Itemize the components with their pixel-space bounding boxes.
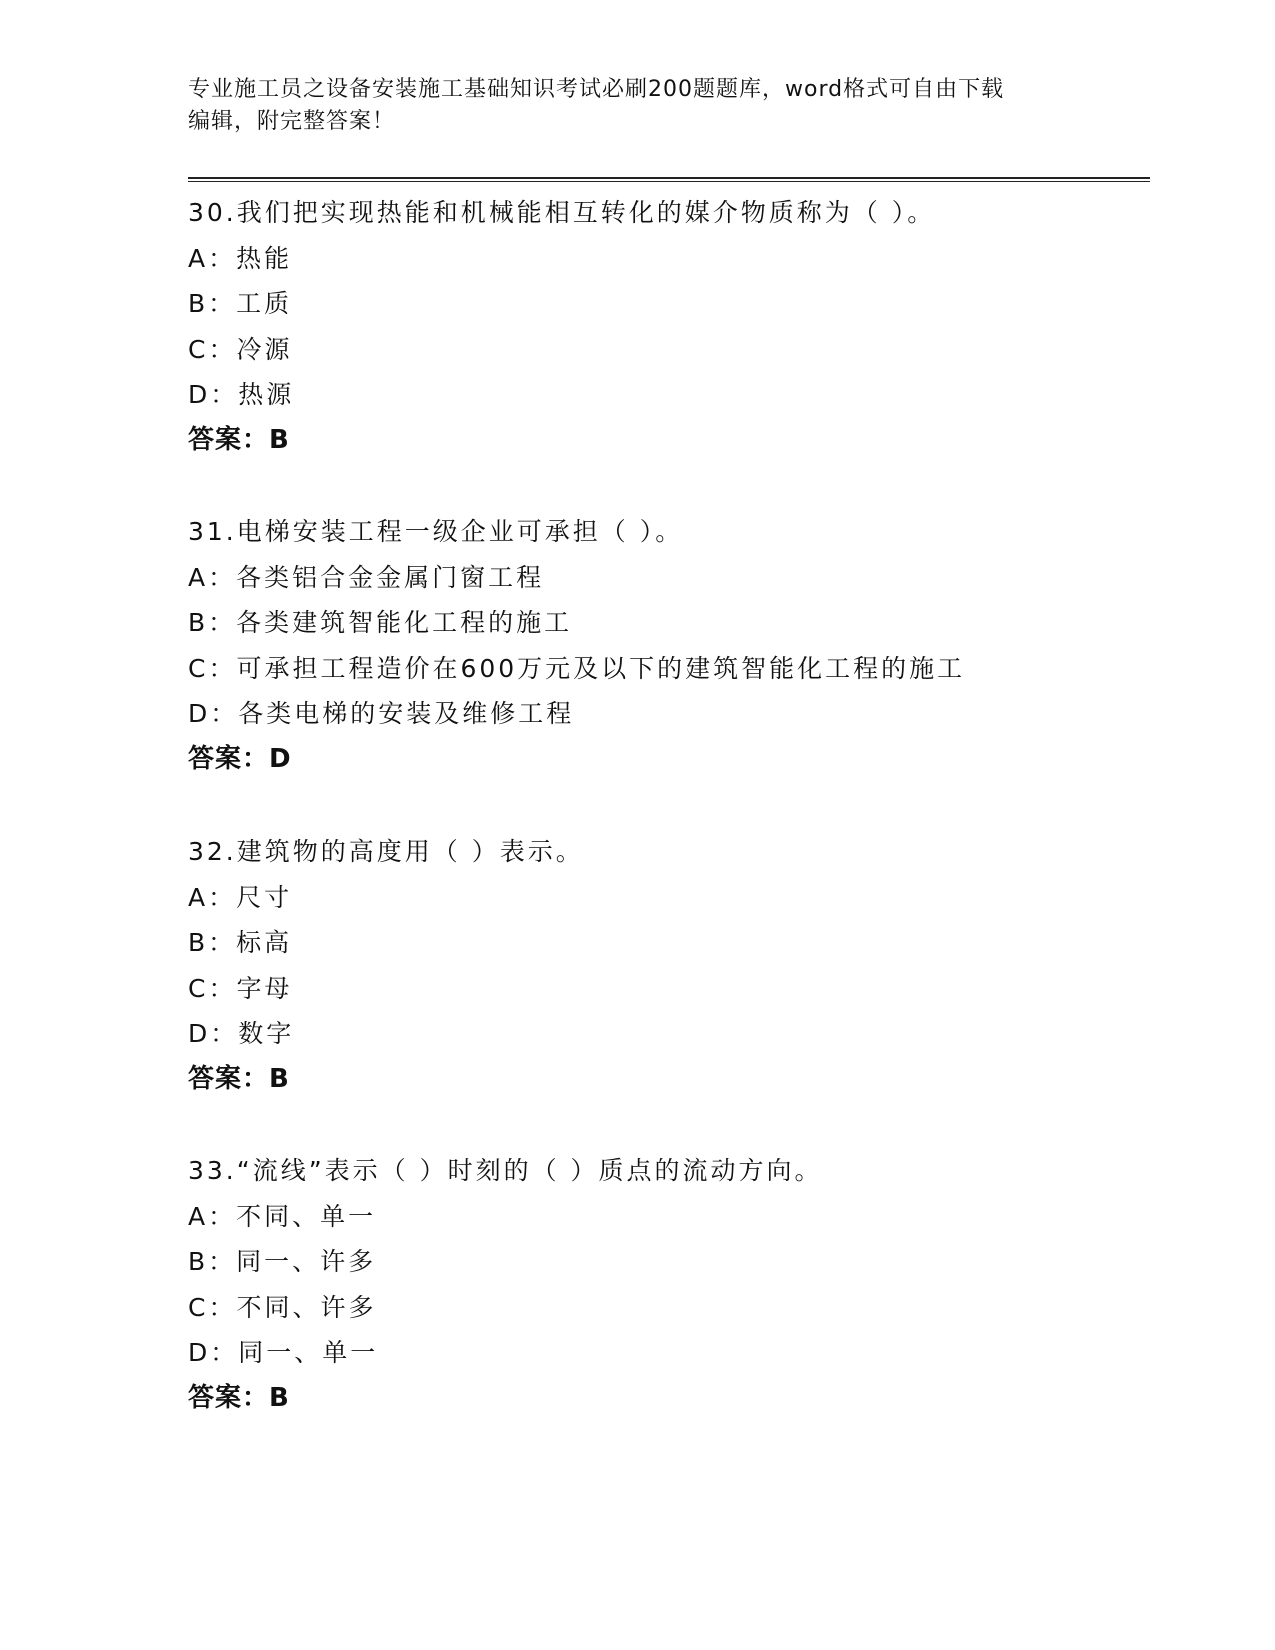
question-block — [188, 829, 1148, 1103]
option-a: A：热能 — [188, 243, 293, 273]
option-b: B：各类建筑智能化工程的施工 — [188, 608, 573, 638]
question-stem: 32.建筑物的高度用（ ）表示。 — [188, 837, 584, 866]
option-d: D：同一、单一 — [188, 1338, 379, 1368]
document-header — [188, 74, 1068, 138]
question-block — [188, 1148, 1148, 1422]
option-a: A：不同、单一 — [188, 1201, 377, 1231]
answer-line: 答案：B — [188, 1382, 290, 1413]
question-stem: 30.我们把实现热能和机械能相互转化的媒介物质称为（ ）。 — [188, 198, 936, 227]
option-a: A：各类铝合金金属门窗工程 — [188, 562, 545, 592]
option-a: A：尺寸 — [188, 882, 293, 912]
question-block — [188, 509, 1148, 783]
answer-line: 答案：D — [188, 743, 292, 774]
option-c: C：不同、许多 — [188, 1292, 377, 1322]
option-c: C：字母 — [188, 973, 293, 1003]
question-block — [188, 190, 1148, 464]
answer-line: 答案：B — [188, 1063, 290, 1094]
option-c: C：可承担工程造价在600万元及以下的建筑智能化工程的施工 — [188, 653, 966, 683]
option-d: D：热源 — [188, 380, 295, 410]
option-d: D：各类电梯的安装及维修工程 — [188, 699, 575, 729]
question-stem: 33.“流线”表示（ ）时刻的（ ）质点的流动方向。 — [188, 1156, 823, 1185]
header-title-line-2: 编辑，附完整答案！ — [188, 109, 396, 134]
option-b: B：标高 — [188, 928, 293, 958]
header-divider — [188, 177, 1150, 182]
header-title-line-1: 专业施工员之设备安装施工基础知识考试必刷200题题库，word格式可自由下载 — [188, 77, 1005, 102]
question-stem: 31.电梯安装工程一级企业可承担（ ）。 — [188, 517, 684, 546]
option-d: D：数字 — [188, 1019, 295, 1049]
option-c: C：冷源 — [188, 334, 293, 364]
option-b: B：同一、许多 — [188, 1247, 377, 1277]
option-b: B：工质 — [188, 289, 293, 319]
answer-line: 答案：B — [188, 424, 290, 455]
